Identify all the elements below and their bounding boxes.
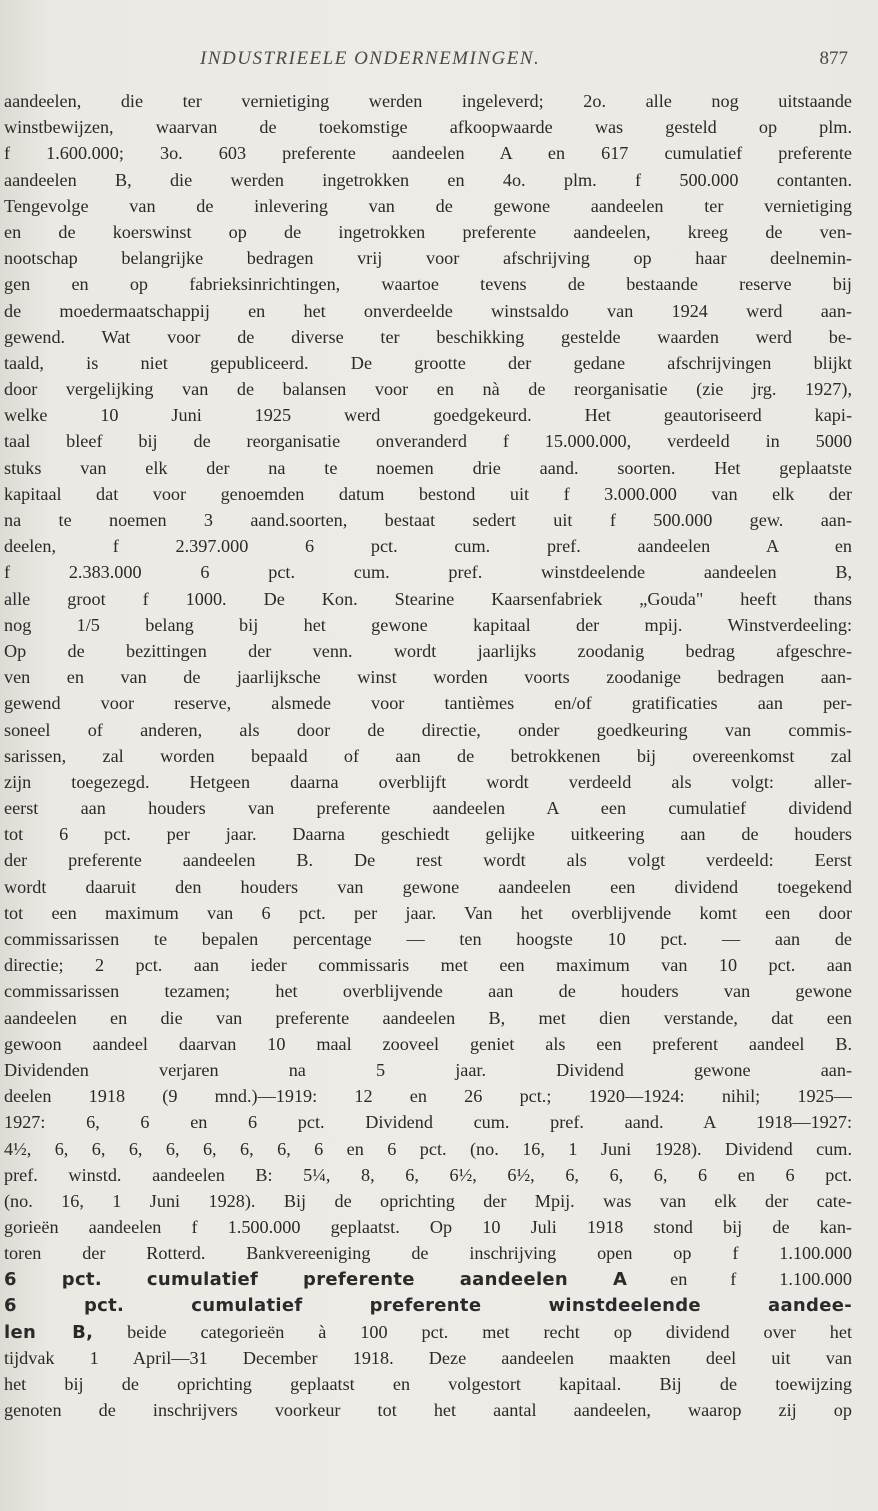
bold-phrase: len B, (4, 1321, 94, 1343)
text-line: wordt daaruit den houders van gewone aandeelen een dividend toegekend (4, 876, 852, 897)
running-head (0, 48, 878, 82)
text-line: Dividenden verjaren na 5 jaar. Dividend gewone aan- (4, 1059, 852, 1080)
text-lines (4, 88, 852, 1266)
text-line: 4½, 6, 6, 6, 6, 6, 6, 6, 6 en 6 pct. (no. 16, 1 Juni 1928). Dividend cum. (4, 1138, 852, 1159)
text-line: directie; 2 pct. aan ieder commissaris met een maximum van 10 pct. aan (4, 955, 852, 976)
text-line: (no. 16, 1 Juni 1928). Bij de oprichting der Mpij. was van elk der cate- (4, 1190, 852, 1211)
text-line: ven en van de jaarlijksche winst worden voorts zoodanige bedragen aan- (4, 667, 852, 688)
text-line: taal bleef bij de reorganisatie onveranderd f 15.000.000, verdeeld in 5000 (4, 431, 852, 452)
text-line: nootschap belangrijke bedragen vrij voor afschrijving op haar deelnemin- (4, 248, 852, 269)
text-line: gen en op fabrieksinrichtingen, waartoe tevens de bestaande reserve bij (4, 274, 852, 295)
text-line: welke 10 Juni 1925 werd goedgekeurd. Het geautoriseerd kapi- (4, 405, 852, 426)
text-line: der preferente aandeelen B. De rest wordt als volgt verdeeld: Eerst (4, 850, 852, 871)
body-text (4, 88, 852, 1424)
running-title: INDUSTRIEELE ONDERNEMINGEN. (200, 48, 541, 69)
text-line: gewoon aandeel daarvan 10 maal zooveel geniet als een preferent aandeel B. (4, 1033, 852, 1054)
text-line: soneel of anderen, als door de directie, onder goedkeuring van commis- (4, 719, 852, 740)
page-number: 877 (819, 48, 848, 69)
text-line: door vergelijking van de balansen voor en nà de reorganisatie (zie jrg. 1927), (4, 379, 852, 400)
text-line: pref. winstd. aandeelen B: 5¼, 8, 6, 6½, 6½, 6, 6, 6, 6 en 6 pct. (4, 1164, 852, 1185)
text-line: genoten de inschrijvers voorkeur tot het aantal aandeelen, waarop zij op (4, 1400, 852, 1421)
text-line: deelen 1918 (9 mnd.)—1919: 12 en 26 pct.; 1920—1924: nihil; 1925— (4, 1086, 852, 1107)
text-line: na te noemen 3 aand.soorten, bestaat sedert uit f 500.000 gew. aan- (4, 510, 852, 530)
text-line: deelen, f 2.397.000 6 pct. cum. pref. aandeelen A en (4, 536, 852, 557)
text-line-bold-2: 6 pct. cumulatief preferente winstdeelende aandee- (4, 1294, 852, 1316)
text-line: commissarissen tezamen; het overblijvende aan de houders van gewone (4, 981, 852, 1002)
text-line: tot 6 pct. per jaar. Daarna geschiedt gelijke uitkeering aan de houders (4, 824, 852, 845)
text-line: het bij de oprichting geplaatst en volgestort kapitaal. Bij de toewijzing (4, 1374, 852, 1395)
text-line: Op de bezittingen der venn. wordt jaarlijks zoodanig bedrag afgeschre- (4, 640, 852, 661)
text-line: kapitaal dat voor genoemden datum bestond uit f 3.000.000 van elk der (4, 483, 852, 504)
text-line: alle groot f 1000. De Kon. Stearine Kaarsenfabriek „Gouda" heeft thans (4, 588, 852, 609)
text-line: zijn toegezegd. Hetgeen daarna overblijft wordt verdeeld als volgt: aller- (4, 771, 852, 792)
text-line-bold-3 (4, 1319, 852, 1345)
text-line: en de koerswinst op de ingetrokken preferente aandeelen, kreeg de ven- (4, 221, 852, 242)
text-line: gewend voor reserve, alsmede voor tantièmes en/of gratificaties aan per- (4, 693, 852, 714)
bold-phrase: 6 pct. cumulatief preferente aandeelen A (4, 1269, 628, 1291)
text-line: aandeelen B, die werden ingetrokken en 4o. plm. f 500.000 contanten. (4, 169, 852, 190)
text-line: winstbewijzen, waarvan de toekomstige afkoopwaarde was gesteld op plm. (4, 117, 852, 138)
text-line: stuks van elk der na te noemen drie aand. soorten. Het geplaatste (4, 457, 852, 478)
text-lines-tail (4, 1345, 852, 1424)
text-line: sarissen, zal worden bepaald of aan de betrokkenen bij overeenkomst zal (4, 745, 852, 766)
text-line: commissarissen te bepalen percentage — ten hoogste 10 pct. — aan de (4, 929, 852, 949)
text-line: nog 1/5 belang bij het gewone kapitaal der mpij. Winstverdeeling: (4, 614, 852, 635)
text-line: aandeelen en die van preferente aandeelen B, met dien verstande, dat een (4, 1007, 852, 1028)
text-line: 1927: 6, 6 en 6 pct. Dividend cum. pref. aand. A 1918—1927: (4, 1112, 852, 1133)
text-line: tot een maximum van 6 pct. per jaar. Van het overblijvende komt een door (4, 902, 852, 923)
text-line: f 1.600.000; 3o. 603 preferente aandeelen A en 617 cumulatief preferente (4, 143, 852, 164)
text-line: toren der Rotterd. Bankvereeniging de inschrijving open op f 1.100.000 (4, 1243, 852, 1264)
text-line: eerst aan houders van preferente aandeelen A een cumulatief dividend (4, 798, 852, 819)
text-line: f 2.383.000 6 pct. cum. pref. winstdeelende aandeelen B, (4, 562, 852, 583)
text-line: gorieën aandeelen f 1.500.000 geplaatst. Op 10 Juli 1918 stond bij de kan- (4, 1217, 852, 1238)
line-rest: beide categorieën à 100 pct. met recht op dividend over het (93, 1321, 852, 1342)
text-line: taald, is niet gepubliceerd. De grootte der gedane afschrijvingen blijkt (4, 352, 852, 373)
text-line: gewend. Wat voor de diverse ter beschikking gestelde waarden werd be- (4, 326, 852, 347)
line-rest: en f 1.100.000 (627, 1269, 852, 1290)
text-line-bold-1 (4, 1266, 852, 1292)
text-line: aandeelen, die ter vernietiging werden ingeleverd; 2o. alle nog uitstaande (4, 91, 852, 111)
text-line: tijdvak 1 April—31 December 1918. Deze aandeelen maakten deel uit van (4, 1348, 852, 1368)
text-line: de moedermaatschappij en het onverdeelde winstsaldo van 1924 werd aan- (4, 300, 852, 321)
text-line: Tengevolge van de inlevering van de gewone aandeelen ter vernietiging (4, 195, 852, 216)
